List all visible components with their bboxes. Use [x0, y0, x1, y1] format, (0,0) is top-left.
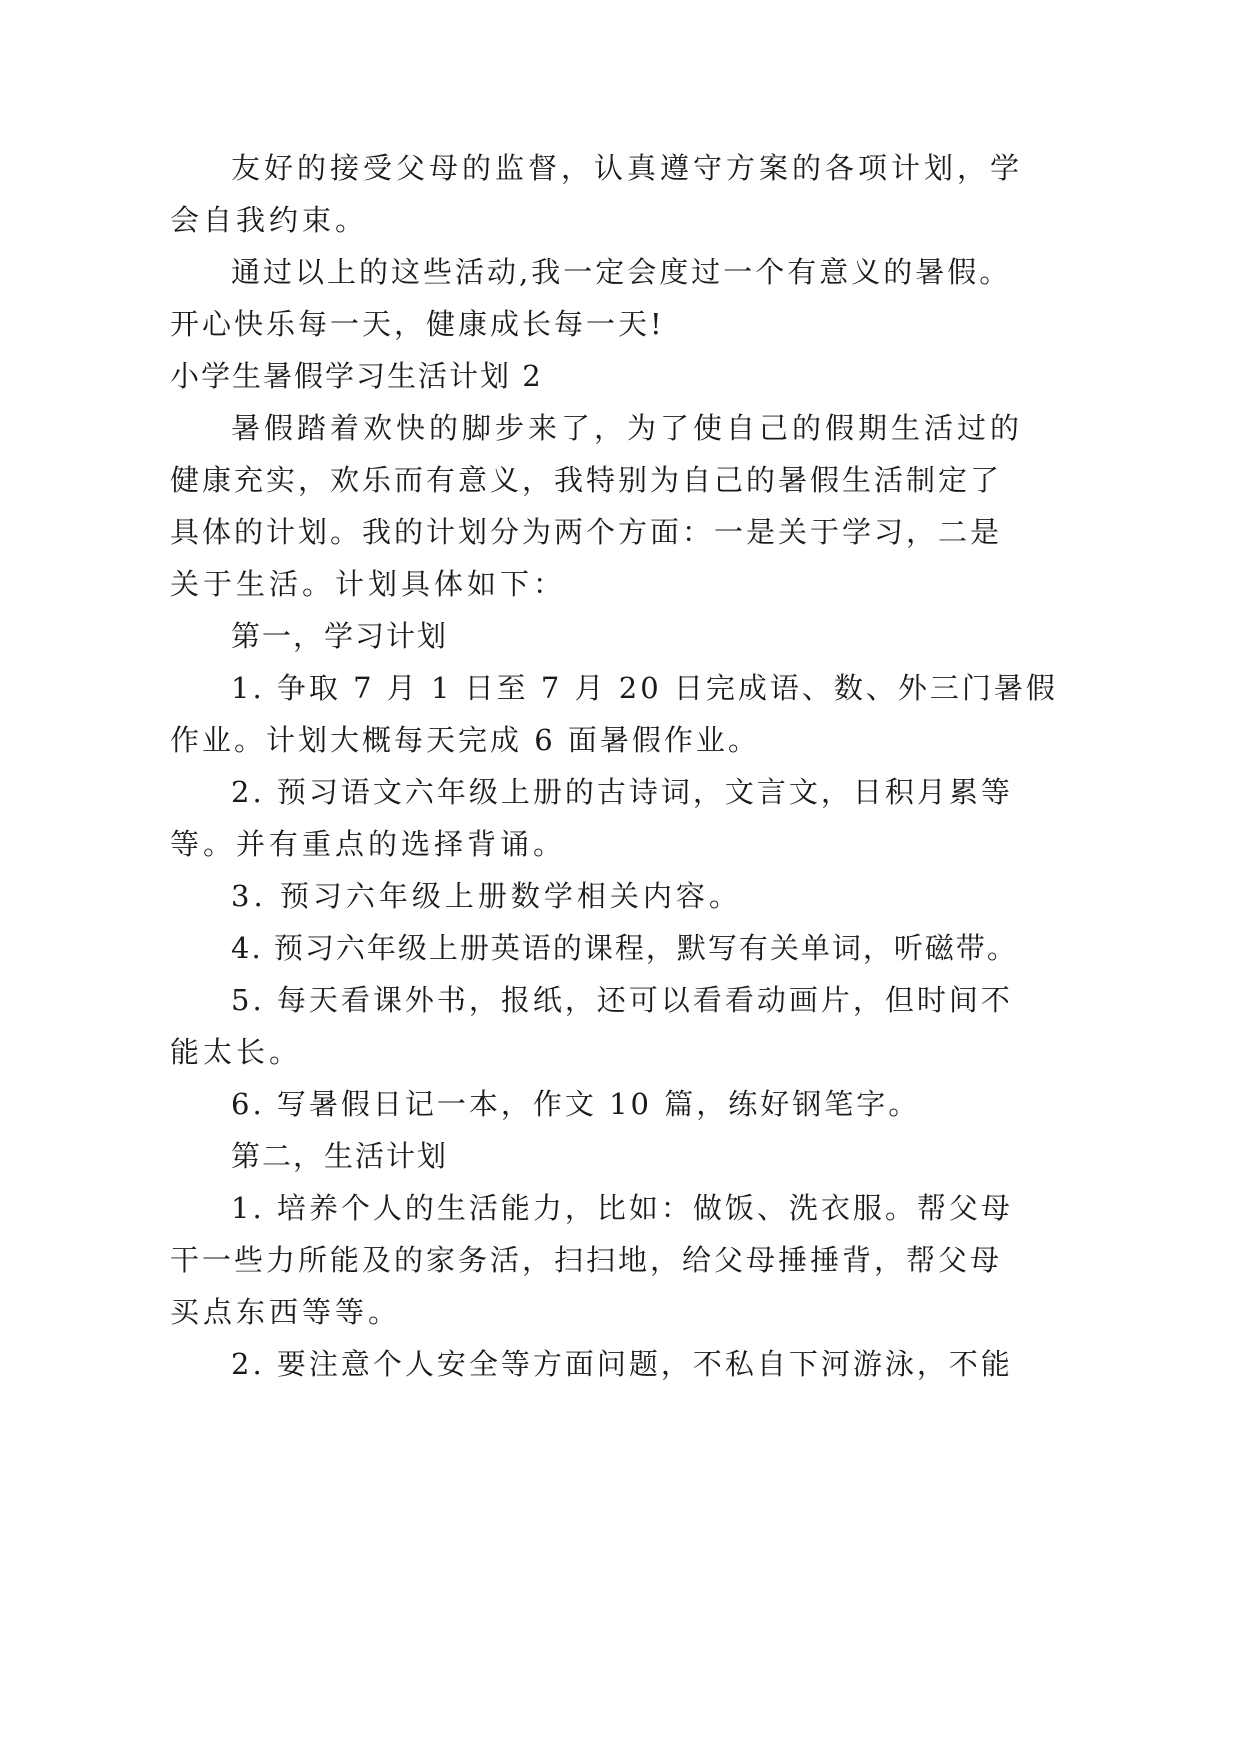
- list-item: 3. 预习六年级上册数学相关内容。: [231, 879, 742, 913]
- subsection-title: 第一，学习计划: [231, 619, 449, 653]
- list-item: 2. 预习语文六年级上册的古诗词，文言文，日积月累等: [231, 775, 1013, 809]
- list-item: 6. 写暑假日记一本，作文 10 篇，练好钢笔字。: [231, 1087, 921, 1121]
- text-line: 能太长。: [170, 1035, 303, 1069]
- subsection-title: 第二，生活计划: [231, 1139, 449, 1173]
- text-line: 干一些力所能及的家务活，扫扫地，给父母捶捶背，帮父母: [170, 1243, 1003, 1277]
- text-line: 开心快乐每一天，健康成长每一天!: [170, 307, 665, 341]
- text-line: 等。并有重点的选择背诵。: [170, 827, 567, 861]
- text-line: 买点东西等等。: [170, 1295, 402, 1329]
- text-line: 暑假踏着欢快的脚步来了，为了使自己的假期生活过的: [231, 411, 1024, 445]
- list-item: 4. 预习六年级上册英语的课程，默写有关单词，听磁带。: [231, 931, 1018, 965]
- text-line: 通过以上的这些活动,我一定会度过一个有意义的暑假。: [231, 255, 1012, 289]
- section-title: 小学生暑假学习生活计划 2: [170, 359, 543, 393]
- text-line: 友好的接受父母的监督，认真遵守方案的各项计划，学: [231, 151, 1024, 185]
- text-line: 具体的计划。我的计划分为两个方面：一是关于学习，二是: [170, 515, 1003, 549]
- text-line: 关于生活。计划具体如下：: [170, 567, 567, 601]
- list-item: 2. 要注意个人安全等方面问题，不私自下河游泳，不能: [231, 1347, 1013, 1381]
- text-line: 作业。计划大概每天完成 6 面暑假作业。: [170, 723, 760, 757]
- text-line: 健康充实，欢乐而有意义，我特别为自己的暑假生活制定了: [170, 463, 1003, 497]
- list-item: 1. 培养个人的生活能力，比如：做饭、洗衣服。帮父母: [231, 1191, 1013, 1225]
- list-item: 1. 争取 7 月 1 日至 7 月 20 日完成语、数、外三门暑假: [231, 671, 1058, 705]
- text-line: 会自我约束。: [170, 203, 369, 237]
- list-item: 5. 每天看课外书，报纸，还可以看看动画片，但时间不: [231, 983, 1013, 1017]
